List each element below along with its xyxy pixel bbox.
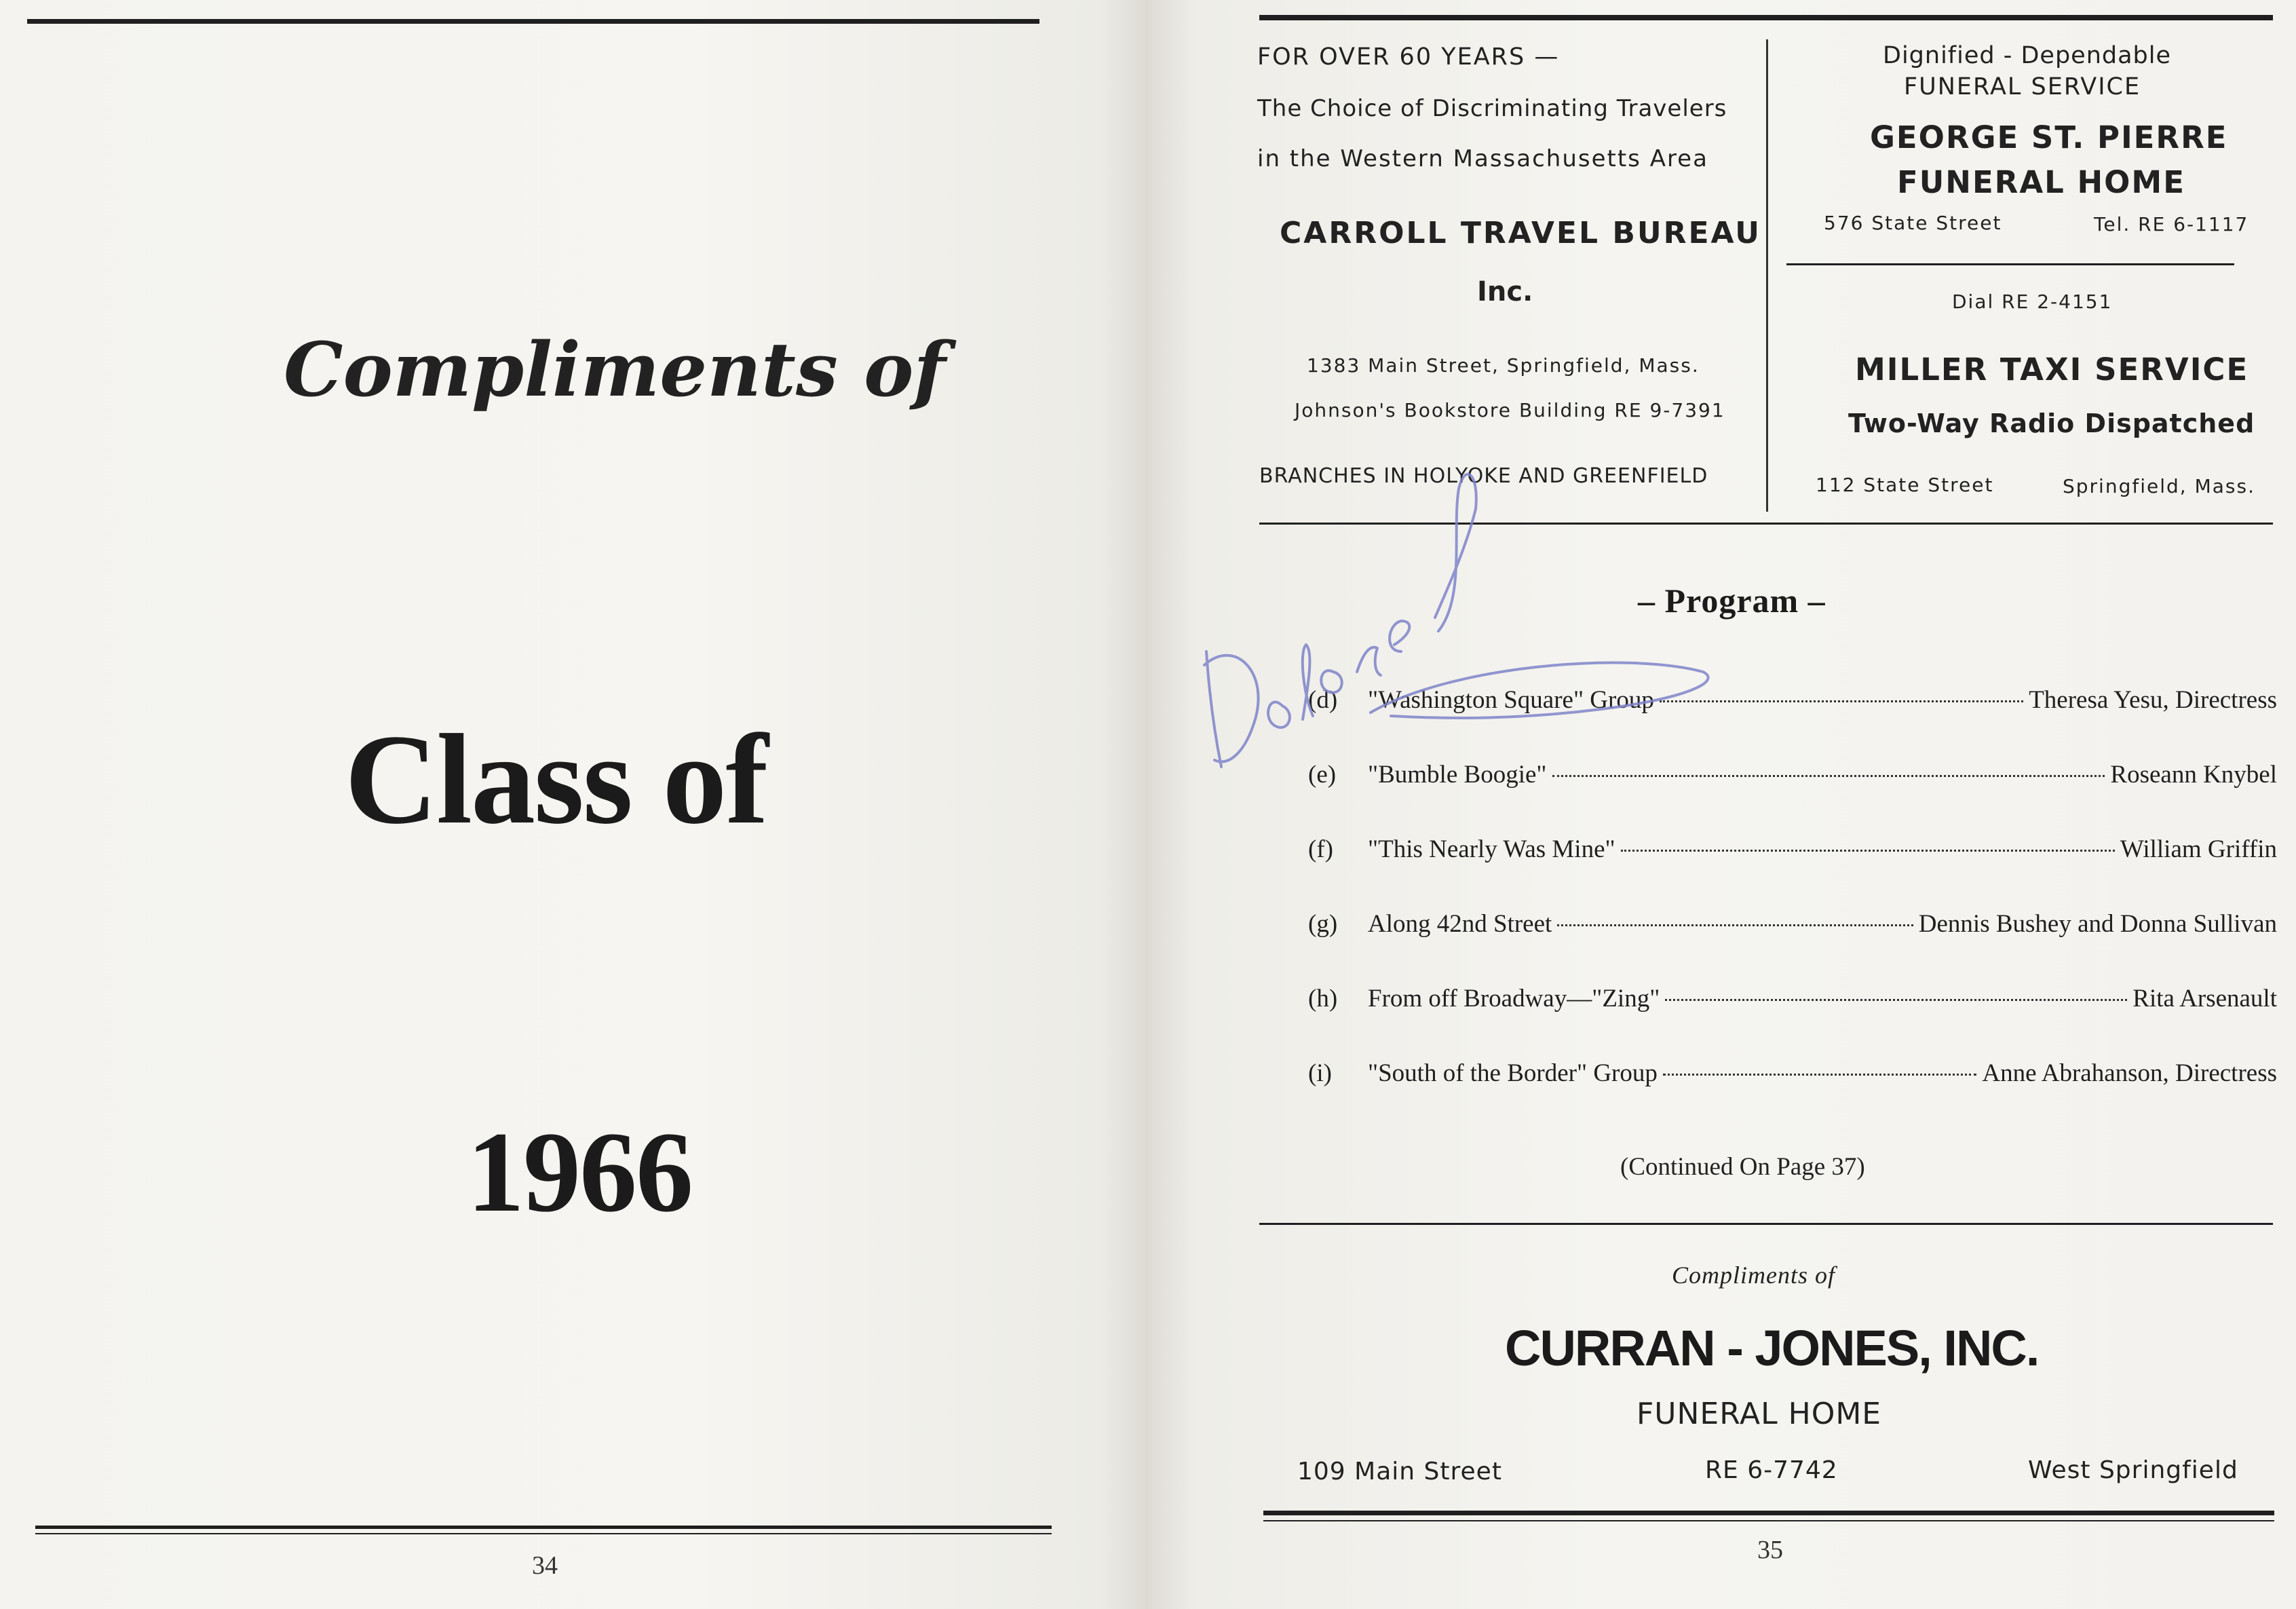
curran-subtitle: FUNERAL HOME bbox=[1637, 1397, 1882, 1431]
program-item: (f) "This Nearly Was Mine" William Griffin bbox=[1308, 835, 2277, 863]
curran-compliments: Compliments of bbox=[1672, 1262, 1836, 1289]
carroll-line3: in the Western Massachusetts Area bbox=[1257, 145, 1708, 172]
program-bottom-rule bbox=[1259, 1223, 2273, 1225]
miller-name: MILLER TAXI SERVICE bbox=[1855, 352, 2249, 387]
carroll-inc: Inc. bbox=[1477, 276, 1533, 307]
carroll-name: CARROLL TRAVEL BUREAU bbox=[1280, 216, 1761, 250]
st-pierre-street: 576 State Street bbox=[1824, 212, 2002, 234]
st-pierre-tagline: Dignified - Dependable bbox=[1883, 42, 2172, 69]
carroll-building: Johnson's Bookstore Building RE 9-7391 bbox=[1295, 399, 1725, 421]
curran-street: 109 Main Street bbox=[1297, 1458, 1502, 1485]
curran-name: CURRAN - JONES, INC. bbox=[1505, 1320, 2039, 1376]
carroll-branches: BRANCHES IN HOLYOKE AND GREENFIELD bbox=[1259, 464, 1708, 488]
curran-phone: RE 6-7742 bbox=[1705, 1456, 1838, 1484]
st-pierre-name1: GEORGE ST. PIERRE bbox=[1870, 119, 2228, 155]
bottom-rule-right bbox=[1263, 1511, 2274, 1515]
page-number-left: 34 bbox=[532, 1551, 558, 1580]
bottom-rule-right-thin bbox=[1263, 1520, 2274, 1521]
carroll-line1: FOR OVER 60 YEARS — bbox=[1257, 43, 1560, 71]
handwritten-signature bbox=[1167, 448, 1778, 801]
curran-city: West Springfield bbox=[2028, 1456, 2238, 1484]
bottom-rule-thin bbox=[35, 1533, 1052, 1534]
program-item: (g) Along 42nd Street Dennis Bushey and Donna Sullivan bbox=[1308, 910, 2277, 938]
compliments-heading: Compliments of bbox=[284, 326, 946, 413]
program-item: (e) "Bumble Boogie" Roseann Knybel bbox=[1308, 761, 2277, 789]
program-heading: – Program – bbox=[1638, 582, 1826, 620]
ad-divider-vertical bbox=[1766, 39, 1768, 512]
page-number-right: 35 bbox=[1757, 1536, 1783, 1564]
ad-divider-horizontal bbox=[1786, 263, 2234, 265]
class-heading: Class of bbox=[345, 708, 767, 851]
top-rule bbox=[27, 19, 1039, 24]
bottom-rule bbox=[35, 1526, 1052, 1529]
miller-street: 112 State Street bbox=[1816, 474, 1994, 496]
st-pierre-tel: Tel. RE 6-1117 bbox=[2094, 213, 2249, 235]
year-heading: 1966 bbox=[467, 1108, 692, 1236]
miller-tagline: Two-Way Radio Dispatched bbox=[1848, 409, 2255, 438]
program-continued: (Continued On Page 37) bbox=[1620, 1153, 1865, 1181]
st-pierre-tagline2: FUNERAL SERVICE bbox=[1904, 73, 2141, 100]
program-item: (d) "Washington Square" Group Theresa Yesu, Directress bbox=[1308, 686, 2277, 714]
st-pierre-name2: FUNERAL HOME bbox=[1897, 164, 2185, 200]
miller-city: Springfield, Mass. bbox=[2063, 475, 2255, 497]
top-rule-right bbox=[1259, 15, 2273, 20]
program-item: (i) "South of the Border" Group Anne Abrahanson, Directress bbox=[1308, 1059, 2277, 1087]
carroll-address: 1383 Main Street, Springfield, Mass. bbox=[1307, 354, 1700, 377]
program-item: (h) From off Broadway—"Zing" Rita Arsenault bbox=[1308, 985, 2277, 1012]
miller-dial: Dial RE 2-4151 bbox=[1952, 290, 2113, 313]
carroll-line2: The Choice of Discriminating Travelers bbox=[1257, 95, 1727, 122]
